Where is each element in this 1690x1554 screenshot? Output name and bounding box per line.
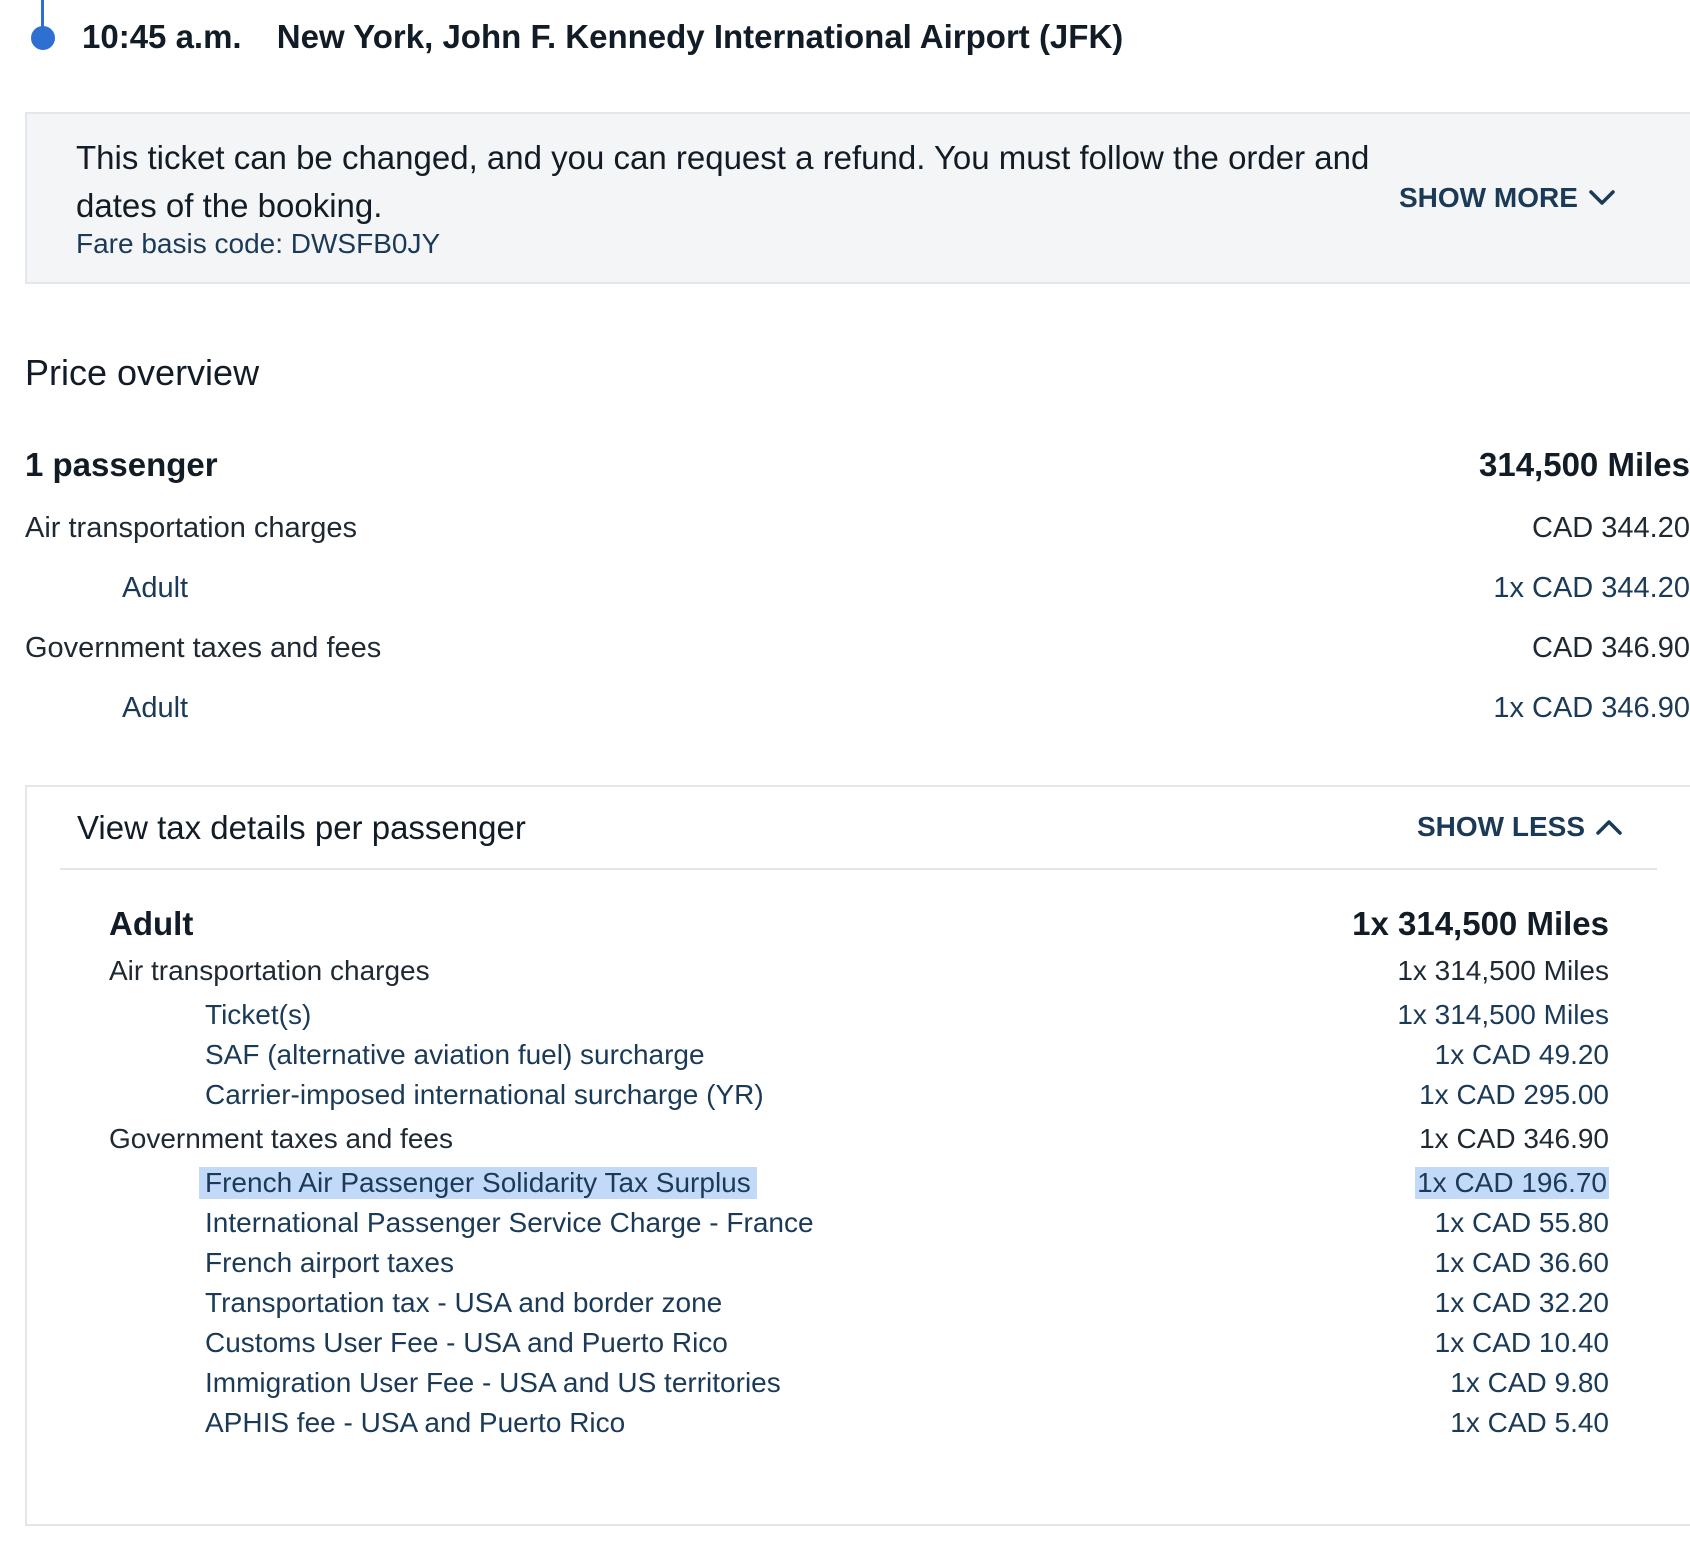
timeline-dot: [31, 26, 55, 50]
tax-row-aphis: [109, 1403, 1609, 1443]
tax-value: 1x CAD 9.80: [1450, 1367, 1609, 1398]
tax-value: 1x CAD 32.20: [1434, 1287, 1609, 1318]
price-row-air-adult: [25, 572, 1690, 605]
tax-value: 1x 314,500 Miles: [1352, 905, 1609, 942]
tax-row-solidarity: [109, 1163, 1609, 1203]
show-more-label: SHOW MORE: [1399, 182, 1578, 213]
tax-label: Adult: [109, 905, 194, 942]
price-label: Air transportation charges: [25, 512, 358, 544]
tax-label-selected: French Air Passenger Solidarity Tax Surplus: [199, 1167, 757, 1199]
show-more-button[interactable]: [1399, 182, 1616, 214]
price-label: Government taxes and fees: [25, 632, 382, 664]
price-row-passenger: [25, 446, 1690, 484]
tax-row-gov-taxes: [109, 1119, 1609, 1159]
tax-label: International Passenger Service Charge - France: [205, 1207, 814, 1238]
tax-row-saf: [109, 1035, 1609, 1075]
chevron-down-icon: [1588, 188, 1616, 208]
tax-value-selected: 1x CAD 196.70: [1417, 1167, 1607, 1198]
tax-row-air-charges: [109, 951, 1609, 991]
show-less-button[interactable]: [1417, 811, 1623, 843]
price-row-air-charges: [25, 512, 1690, 545]
price-value: 1x CAD 344.20: [1493, 572, 1690, 604]
tax-details-title: View tax details per passenger: [77, 809, 526, 846]
price-label: Adult: [122, 572, 189, 604]
tax-label: Government taxes and fees: [109, 1123, 453, 1154]
tax-row-transportation: [109, 1283, 1609, 1323]
fare-description: This ticket can be changed, and you can request a refund. You must follow the order and dates of the booking.: [76, 139, 1370, 224]
tax-row-customs: [109, 1323, 1609, 1363]
price-row-gov-adult: [25, 692, 1690, 725]
tax-row-french-airport: [109, 1243, 1609, 1283]
tax-row-yr: [109, 1075, 1609, 1115]
tax-row-ipsc: [109, 1203, 1609, 1243]
tax-row-adult: [109, 904, 1609, 944]
tax-row-immigration: [109, 1363, 1609, 1403]
price-value: CAD 346.90: [1532, 632, 1690, 664]
tax-value: 1x CAD 346.90: [1419, 1123, 1609, 1154]
arrival-info: [82, 18, 1123, 56]
price-row-gov-taxes: [25, 632, 1690, 665]
arrival-time: 10:45 a.m.: [82, 18, 242, 55]
tax-value: 1x CAD 5.40: [1450, 1407, 1609, 1438]
tax-label: French airport taxes: [205, 1247, 454, 1278]
tax-value: 1x CAD 36.60: [1434, 1247, 1609, 1278]
price-value: CAD 344.20: [1532, 512, 1690, 544]
tax-label: Immigration User Fee - USA and US territories: [205, 1367, 781, 1398]
tax-label: SAF (alternative aviation fuel) surcharge: [205, 1039, 705, 1070]
price-label: Adult: [122, 692, 189, 724]
chevron-up-icon: [1595, 817, 1623, 837]
tax-value: 1x 314,500 Miles: [1397, 999, 1609, 1030]
show-less-label: SHOW LESS: [1417, 811, 1586, 842]
tax-label: Ticket(s): [205, 999, 312, 1030]
tax-value: 1x CAD 49.20: [1434, 1039, 1609, 1070]
price-value: 314,500 Miles: [1479, 446, 1690, 483]
price-label: 1 passenger: [25, 446, 218, 483]
tax-value: 1x 314,500 Miles: [1397, 955, 1609, 986]
tax-value: 1x CAD 295.00: [1419, 1079, 1609, 1110]
tax-label: APHIS fee - USA and Puerto Rico: [205, 1407, 626, 1438]
divider: [60, 868, 1657, 870]
tax-label: Transportation tax - USA and border zone: [205, 1287, 723, 1318]
tax-value: 1x CAD 55.80: [1434, 1207, 1609, 1238]
arrival-location: New York, John F. Kennedy International Airport (JFK): [276, 18, 1124, 55]
tax-value: 1x CAD 10.40: [1434, 1327, 1609, 1358]
price-overview-title: Price overview: [25, 352, 260, 393]
tax-row-tickets: [109, 995, 1609, 1035]
price-value: 1x CAD 346.90: [1493, 692, 1690, 724]
tax-label: Carrier-imposed international surcharge (YR): [205, 1079, 764, 1110]
tax-details-panel: [25, 785, 1690, 1526]
fare-conditions-box: [25, 112, 1690, 284]
tax-label: Air transportation charges: [109, 955, 430, 986]
tax-label: Customs User Fee - USA and Puerto Rico: [205, 1327, 728, 1358]
fare-basis-code: Fare basis code: DWSFB0JY: [76, 228, 441, 259]
